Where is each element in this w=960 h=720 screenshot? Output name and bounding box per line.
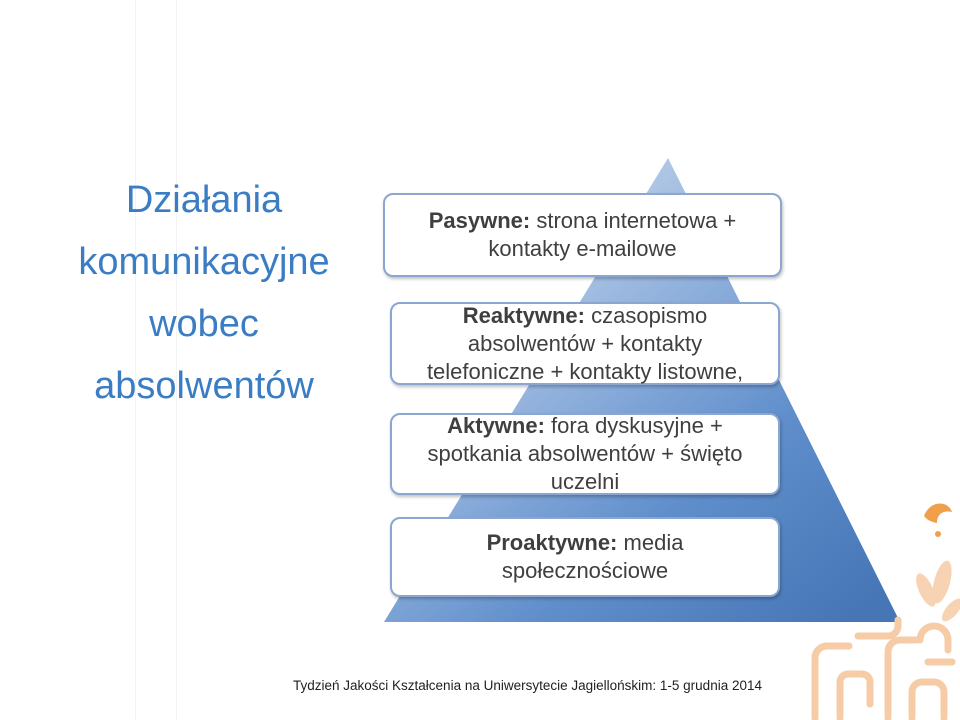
level-label: Proaktywne: (486, 530, 618, 555)
level-line: uczelni (550, 469, 620, 494)
level-text: strona internetowa + (536, 208, 737, 233)
logo-maze-line (815, 646, 849, 718)
level-text: media (623, 530, 684, 555)
slide-title-line: komunikacyjne (78, 241, 330, 283)
logo-maze-line (840, 674, 870, 718)
pyramid-level-proactive (390, 517, 780, 597)
slide-title-line: wobec (149, 303, 259, 345)
level-label: Pasywne: (428, 208, 531, 233)
level-line (429, 207, 737, 235)
pyramid-level-passive (383, 193, 782, 277)
logo-swirl (924, 503, 952, 537)
level-label: Aktywne: (447, 413, 545, 438)
pyramid-level-reactive (390, 302, 780, 385)
level-text: fora dyskusyjne + (551, 413, 723, 438)
university-lotus-logo-icon (800, 490, 960, 720)
level-line (487, 529, 684, 557)
logo-lotus (912, 559, 960, 625)
pyramid-level-active (390, 413, 780, 495)
logo-swirl-shape (924, 503, 952, 523)
level-text: czasopismo (591, 302, 708, 328)
slide-title-line: Działania (125, 179, 283, 221)
level-label: Reaktywne: (462, 302, 585, 328)
level-line (463, 302, 708, 330)
level-line: społecznościowe (501, 558, 669, 583)
logo-swirl-dot (935, 531, 941, 537)
slide-footer: Tydzień Jakości Kształcenia na Uniwersytecie Jagiellońskim: 1-5 grudnia 2014 (293, 678, 762, 693)
slide-title-line: absolwentów (94, 365, 314, 407)
level-line: absolwentów + kontakty (467, 330, 703, 356)
level-line: kontakty e-mailowe (488, 236, 677, 261)
level-line: spotkania absolwentów + święto (427, 441, 743, 466)
level-line (447, 412, 723, 440)
logo-maze-line (920, 626, 948, 650)
level-line: telefoniczne + kontakty listowne, (426, 358, 744, 384)
logo-maze (815, 620, 952, 718)
logo-maze-line (858, 620, 898, 636)
logo-maze-line (912, 682, 944, 718)
